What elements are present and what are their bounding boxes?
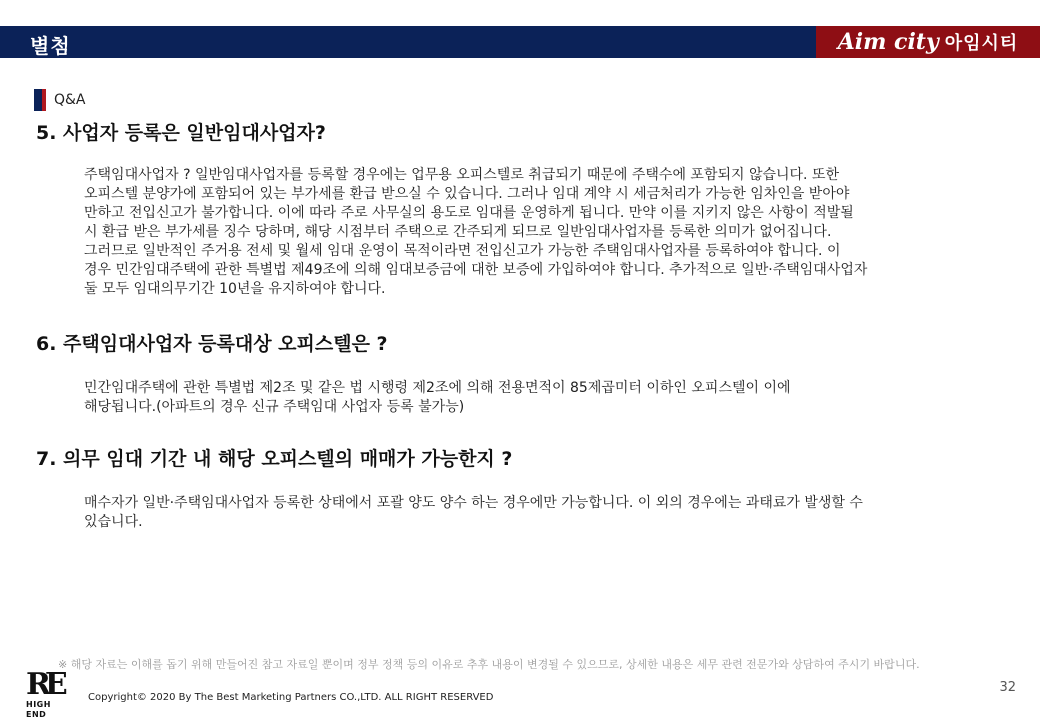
question-6-title: 6. 주택임대사업자 등록대상 오피스텔은 ? bbox=[36, 333, 388, 355]
answer-line: 민간임대주택에 관한 특별법 제2조 및 같은 법 시행령 제2조에 의해 전용면적이 85제곱미터 이하인 오피스텔이 이에 bbox=[84, 380, 791, 396]
aimcity-logo bbox=[816, 26, 1040, 58]
page-title: 별첨 bbox=[30, 34, 71, 58]
header-bar bbox=[0, 26, 1040, 58]
disclaimer-note: ※ 해당 자료는 이해를 돕기 위해 만들어진 참고 자료일 뿐이며 정부 정책 등의 이유로 추후 내용이 변경될 수 있으므로, 상세한 내용은 세무 관련 전문가와 상담하여 주시기 바랍니다. bbox=[58, 658, 920, 671]
question-7-title: 7. 의무 임대 기간 내 해당 오피스텔의 매매가 가능한지 ? bbox=[36, 448, 513, 470]
question-5-answer bbox=[84, 166, 1014, 299]
answer-line: 해당됩니다.(아파트의 경우 신규 주택임대 사업자 등록 불가능) bbox=[84, 399, 465, 415]
section-marker-icon bbox=[34, 89, 46, 111]
logo-korean-text: 아임시티 bbox=[944, 33, 1019, 54]
answer-line: 시 환급 받은 부가세를 징수 당하며, 해당 시점부터 주택으로 간주되게 되므로 일반임대사업자를 등록한 의미가 없어집니다. bbox=[84, 224, 832, 240]
re-logo-text: HIGH END bbox=[26, 700, 51, 719]
answer-line: 만하고 전입신고가 불가합니다. 이에 따라 주로 사무실의 용도로 임대를 운영하게 됩니다. 만약 이를 지키지 않은 사항이 적발될 bbox=[84, 205, 854, 221]
answer-line: 매수자가 일반·주택임대사업자 등록한 상태에서 포괄 양도 양수 하는 경우에만 가능합니다. 이 외의 경우에는 과태료가 발생할 수 bbox=[84, 495, 863, 511]
question-6-answer bbox=[84, 379, 1014, 417]
logo-english-text: Aim city bbox=[837, 29, 939, 55]
copyright-text: Copyright© 2020 By The Best Marketing Partners CO.,LTD. ALL RIGHT RESERVED bbox=[88, 692, 494, 703]
answer-line: 그러므로 일반적인 주거용 전세 및 월세 임대 운영이 목적이라면 전입신고가 가능한 주택임대사업자를 등록하여야 합니다. 이 bbox=[84, 243, 841, 259]
answer-line: 있습니다. bbox=[84, 514, 143, 530]
section-label: Q&A bbox=[54, 92, 86, 108]
highend-logo bbox=[26, 667, 66, 719]
question-7-answer bbox=[84, 494, 1014, 532]
re-logo-mark: RE bbox=[26, 667, 62, 702]
answer-line: 둘 모두 임대의무기간 10년을 유지하여야 합니다. bbox=[84, 281, 386, 297]
answer-line: 주택임대사업자 ? 일반임대사업자를 등록할 경우에는 업무용 오피스텔로 취급되기 때문에 주택수에 포함되지 않습니다. 또한 bbox=[84, 167, 840, 183]
question-5-title: 5. 사업자 등록은 일반임대사업자? bbox=[36, 122, 326, 144]
page-number: 32 bbox=[999, 680, 1016, 695]
answer-line: 경우 민간임대주택에 관한 특별법 제49조에 의해 임대보증금에 대한 보증에 가입하여야 합니다. 추가적으로 일반·주택임대사업자 bbox=[84, 262, 868, 278]
answer-line: 오피스텔 분양가에 포함되어 있는 부가세를 환급 받으실 수 있습니다. 그러나 임대 계약 시 세금처리가 가능한 임차인을 받아야 bbox=[84, 186, 850, 202]
